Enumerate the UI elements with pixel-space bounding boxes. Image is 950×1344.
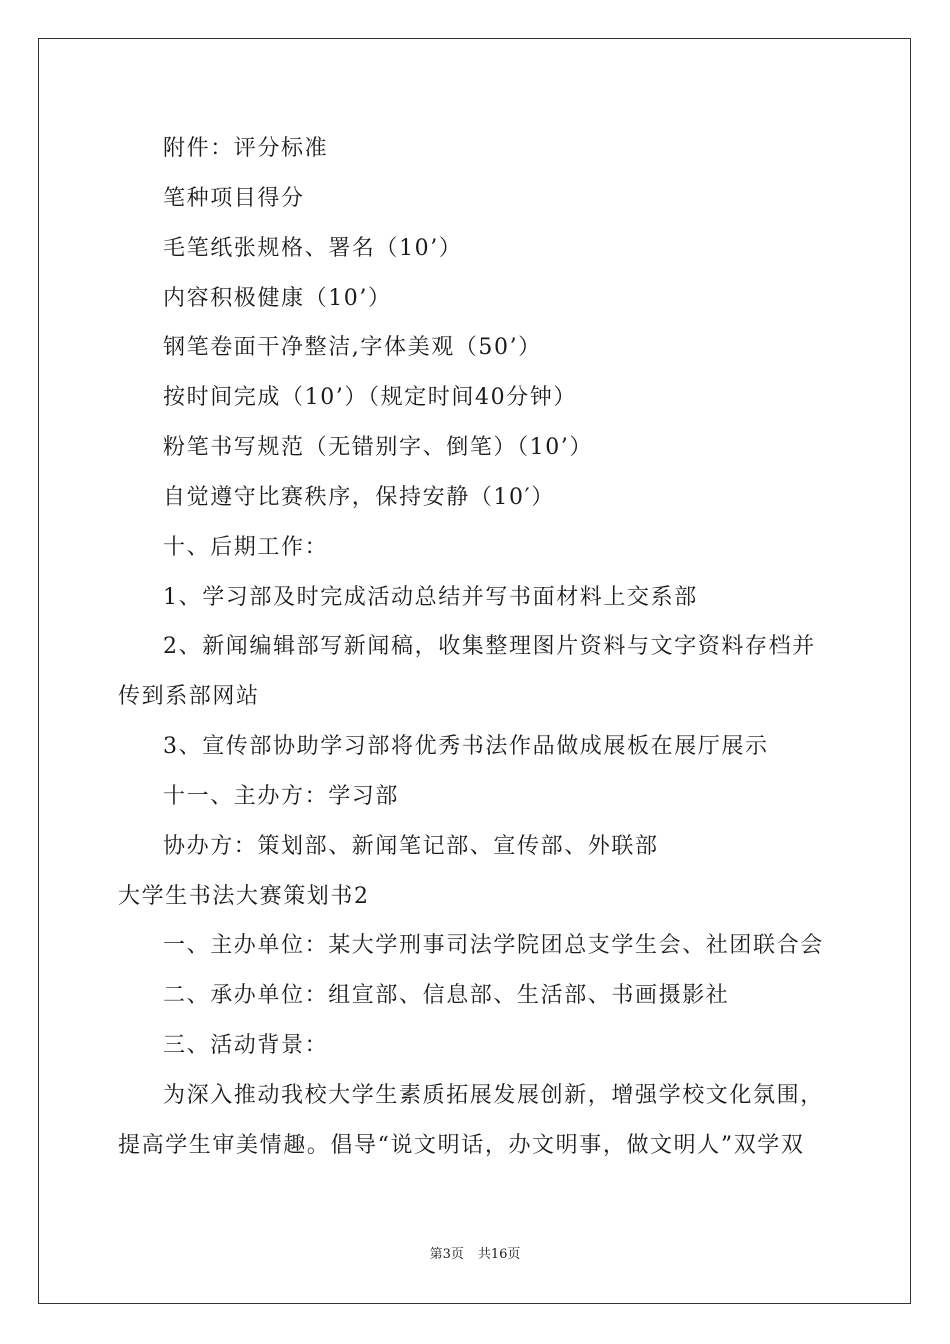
paragraph: 毛笔纸张规格、署名（10’） [163, 236, 463, 261]
page-number: 第3页 [429, 1247, 464, 1262]
section-heading: 十、后期工作： [163, 535, 329, 560]
page-footer [0, 1246, 950, 1264]
paragraph-continuation: 传到系部网站 [118, 684, 260, 709]
paragraph: 为深入推动我校大学生素质拓展发展创新，增强学校文化氛围， [163, 1083, 824, 1108]
paragraph: 粉笔书写规范（无错别字、倒笔）（10’） [163, 435, 593, 460]
section-heading: 十一、主办方：学习部 [163, 784, 400, 809]
paragraph: 钢笔卷面干净整洁,字体美观（50’） [163, 335, 542, 360]
paragraph-continuation: 提高学生审美情趣。倡导“说文明话，办文明事，做文明人”双学双 [118, 1133, 805, 1158]
document-title: 大学生书法大赛策划书2 [118, 884, 370, 909]
paragraph: 笔种项目得分 [163, 186, 305, 211]
paragraph: 按时间完成（10’）（规定时间40分钟） [163, 385, 577, 410]
attachment-heading: 附件：评分标准 [163, 136, 329, 161]
paragraph: 内容积极健康（10’） [163, 286, 392, 311]
section-heading: 一、主办单位：某大学刑事司法学院团总支学生会、社团联合会 [163, 933, 824, 958]
paragraph: 3、宣传部协助学习部将优秀书法作品做成展板在展厅展示 [163, 734, 769, 759]
page-total: 共16页 [477, 1247, 521, 1262]
section-heading: 二、承办单位：组宣部、信息部、生活部、书画摄影社 [163, 983, 730, 1008]
section-heading: 三、活动背景： [163, 1033, 329, 1058]
paragraph: 2、新闻编辑部写新闻稿，收集整理图片资料与文字资料存档并 [163, 634, 816, 659]
page-border [38, 38, 911, 1304]
paragraph: 自觉遵守比赛秩序，保持安静（10′） [163, 485, 555, 510]
paragraph: 协办方：策划部、新闻笔记部、宣传部、外联部 [163, 834, 659, 859]
paragraph: 1、学习部及时完成活动总结并写书面材料上交系部 [163, 585, 698, 610]
